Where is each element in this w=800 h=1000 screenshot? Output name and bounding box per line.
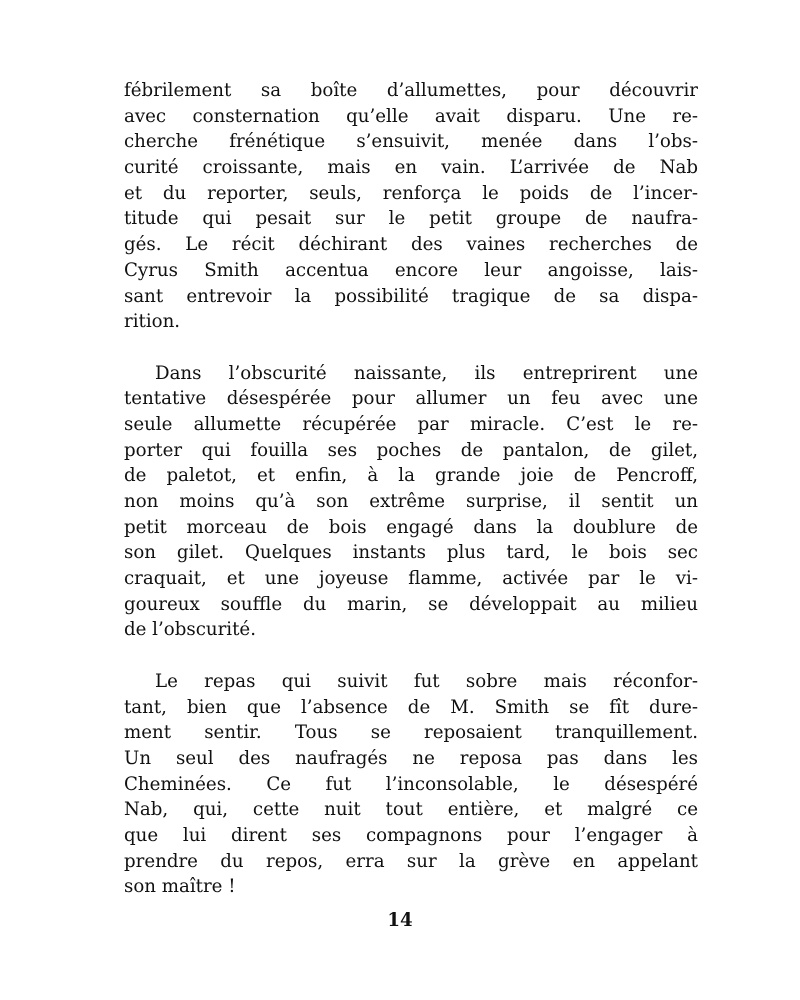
text-line: tentative désespérée pour allumer un feu avec une [124,388,698,410]
paragraph-3 [124,669,698,900]
text-line: tant, bien que l’absence de M. Smith se fît dure- [124,696,698,718]
text-line: non moins qu’à son extrême surprise, il sentit un [124,491,698,512]
text-line: porter qui fouilla ses poches de pantalon, de gilet, [124,439,698,461]
paragraph-2 [124,361,698,644]
text-line: de l’obscurité. [124,619,256,641]
text-line: craquait, et une joyeuse flamme, activée par le vi- [124,568,698,590]
text-line: petit morceau de bois engagé dans la doublure de [124,516,698,538]
text-line: Cheminées. Ce fut l’inconsolable, le désespéré [124,773,698,795]
text-line: curité croissante, mais en vain. L’arrivée de Nab [124,157,698,179]
text-line: cherche frénétique s’ensuivit, menée dans l’obs- [124,131,698,153]
text-line: Un seul des naufragés ne reposa pas dans les [124,747,698,769]
text-line: que lui dirent ses compagnons pour l’engager à [124,824,698,846]
text-line: goureux souffle du marin, se développait au milieu [124,593,698,615]
text-line: son maître ! [124,876,236,898]
text-line: ment sentir. Tous se reposaient tranquillement. [124,722,698,744]
text-line: gés. Le récit déchirant des vaines recherches de [124,234,698,256]
page-body [124,78,698,900]
text-line: de paletot, et enfin, à la grande joie de Pencroff, [124,465,698,487]
text-line: titude qui pesait sur le petit groupe de naufra- [124,208,698,230]
text-line: seule allumette récupérée par miracle. C’est le re- [124,413,698,435]
text-line: son gilet. Quelques instants plus tard, le bois sec [124,542,698,564]
text-line: Cyrus Smith accentua encore leur angoisse, lais- [124,259,698,281]
text-line: avec consternation qu’elle avait disparu. Une re- [124,105,698,127]
text-line: et du reporter, seuls, renforça le poids de l’incer- [124,182,698,204]
text-line: rition. [124,311,181,333]
paragraph-1 [124,78,698,335]
text-line: sant entrevoir la possibilité tragique de sa dispa- [124,285,698,307]
page-number: 14 [387,910,413,931]
text-line: Le repas qui suivit fut sobre mais réconfor- [155,670,698,692]
text-line: prendre du repos, erra sur la grève en appelant [124,850,698,872]
text-line: Dans l’obscurité naissante, ils entreprirent une [155,362,698,384]
text-line: fébrilement sa boîte d’allumettes, pour découvrir [124,80,698,101]
text-line: Nab, qui, cette nuit tout entière, et malgré ce [124,799,698,821]
